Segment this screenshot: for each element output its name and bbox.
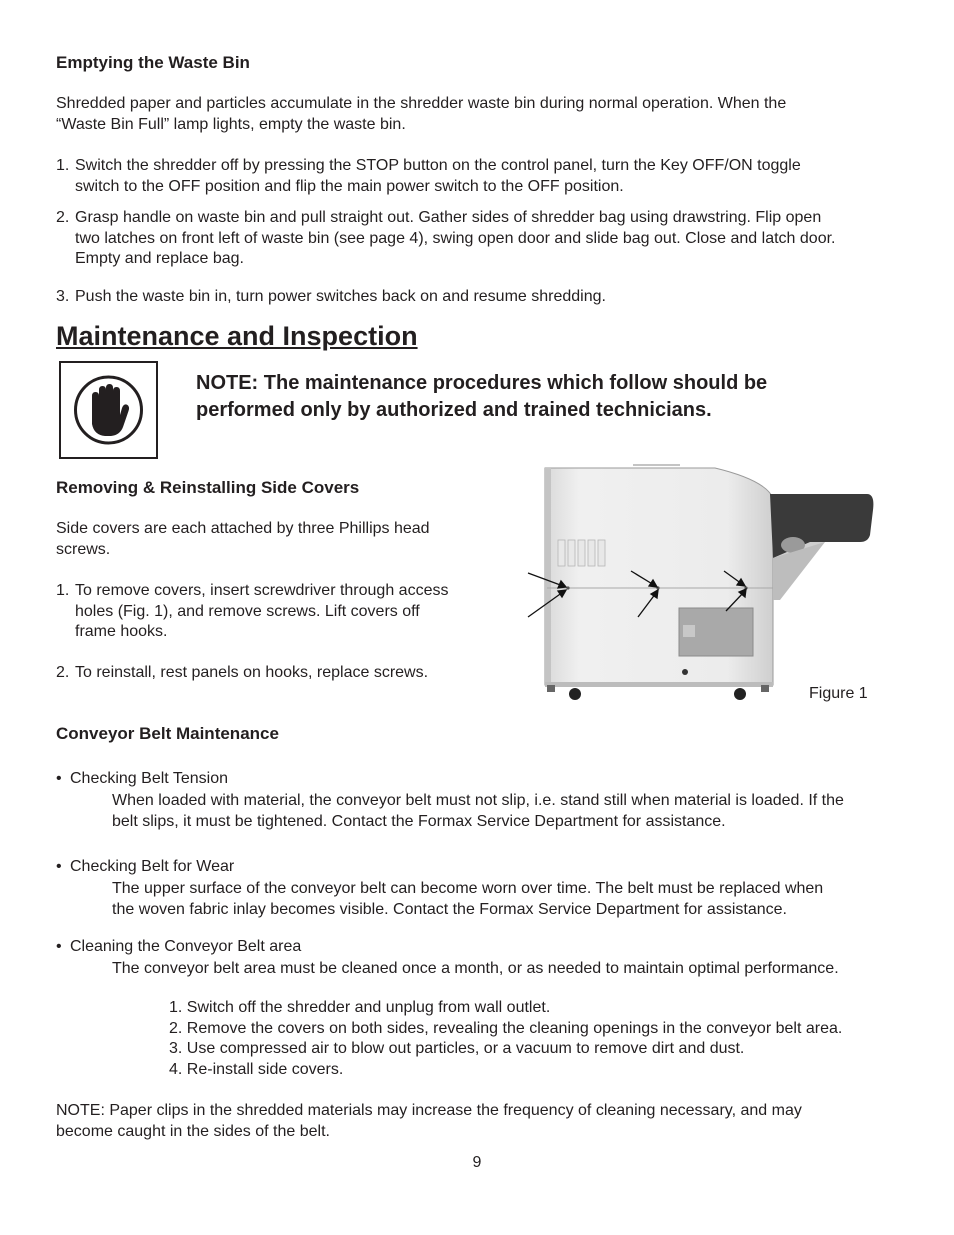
- waste-bin-intro-line: “Waste Bin Full” lamp lights, empty the waste bin.: [56, 115, 406, 133]
- hand-icon-box: [59, 361, 158, 459]
- figure-label: Figure 1: [809, 685, 868, 702]
- conveyor-note-line: NOTE: Paper clips in the shredded materials may increase the frequency of cleaning necessary, and may: [56, 1102, 802, 1119]
- side-covers-intro-line: screws.: [56, 540, 111, 558]
- side-covers-intro-line: Side covers are each attached by three Phillips head: [56, 520, 430, 537]
- conveyor-item-line: belt slips, it must be tightened. Contact the Formax Service Department for assistance.: [112, 812, 726, 830]
- step-line: Empty and replace bag.: [75, 250, 244, 267]
- conveyor-item-line: The conveyor belt area must be cleaned once a month, or as needed to maintain optimal performance.: [112, 959, 839, 977]
- bullet: •: [56, 858, 62, 875]
- waste-bin-step: [56, 208, 936, 270]
- step-line: two latches on front left of waste bin (see page 4), swing open door and slide bag out. Close and latch door.: [75, 229, 836, 247]
- cleaning-step: 2. Remove the covers on both sides, revealing the cleaning openings in the conveyor belt area.: [169, 1019, 843, 1037]
- waste-bin-step: [56, 287, 926, 308]
- waste-bin-step: [56, 156, 926, 197]
- cleaning-step: 3. Use compressed air to blow out particles, or a vacuum to remove dirt and dust.: [169, 1040, 745, 1058]
- step-number: 1.: [56, 157, 70, 174]
- step-number: 2.: [56, 664, 70, 681]
- page-number: 9: [472, 1154, 482, 1171]
- side-covers-steps: [56, 663, 496, 684]
- note-line: NOTE: The maintenance procedures which follow should be: [196, 372, 768, 394]
- conveyor-item-title: Cleaning the Conveyor Belt area: [70, 938, 302, 955]
- step-line: To remove covers, insert screwdriver through access: [75, 582, 449, 599]
- cleaning-step: 1. Switch off the shredder and unplug from wall outlet.: [169, 999, 551, 1016]
- step-number: 3.: [56, 288, 70, 305]
- bullet: •: [56, 770, 62, 787]
- step-number: 2.: [56, 209, 70, 226]
- step-number: 1.: [56, 582, 70, 599]
- maintenance-heading: Maintenance and Inspection: [56, 321, 418, 351]
- conveyor-note-line: become caught in the sides of the belt.: [56, 1122, 330, 1140]
- waste-bin-heading: Emptying the Waste Bin: [56, 53, 250, 72]
- conveyor-item: [56, 937, 916, 979]
- side-covers-steps: [56, 581, 496, 643]
- step-line: Push the waste bin in, turn power switches back on and resume shredding.: [75, 288, 606, 305]
- waste-bin-steps: [56, 287, 926, 308]
- side-covers-step: [56, 581, 496, 643]
- shredder-figure: [525, 460, 880, 710]
- step-line: frame hooks.: [75, 623, 168, 640]
- conveyor-item: [56, 857, 916, 920]
- waste-bin-intro: [56, 94, 916, 135]
- side-covers-heading: Removing & Reinstalling Side Covers: [56, 478, 360, 497]
- conveyor-item-line: the woven fabric inlay becomes visible. Contact the Formax Service Department for assistance.: [112, 900, 787, 918]
- side-covers-step: [56, 663, 496, 684]
- conveyor-item-line: When loaded with material, the conveyor belt must not slip, i.e. stand still when material is loaded. If the: [112, 791, 844, 809]
- conveyor-item-title: Checking Belt for Wear: [70, 858, 235, 875]
- step-line: Switch the shredder off by pressing the STOP button on the control panel, turn the Key OFF/ON toggle: [75, 157, 801, 174]
- waste-bin-intro-line: Shredded paper and particles accumulate in the shredder waste bin during normal operation. When the: [56, 95, 787, 112]
- waste-bin-steps: [56, 156, 926, 197]
- conveyor-note: [56, 1101, 926, 1142]
- conveyor-item: [56, 769, 916, 832]
- step-line: Grasp handle on waste bin and pull straight out. Gather sides of shredder bag using drawstring. Flip open: [75, 209, 822, 226]
- conveyor-item-title: Checking Belt Tension: [70, 770, 229, 787]
- step-line: switch to the OFF position and flip the main power switch to the OFF position.: [75, 177, 624, 195]
- conveyor-item-line: The upper surface of the conveyor belt can become worn over time. The belt must be replaced when: [112, 879, 824, 897]
- bullet: •: [56, 938, 62, 955]
- step-line: holes (Fig. 1), and remove screws. Lift covers off: [75, 602, 420, 620]
- step-line: To reinstall, rest panels on hooks, replace screws.: [75, 664, 429, 681]
- side-covers-intro: [56, 519, 496, 560]
- cleaning-steps: [169, 998, 909, 1080]
- cleaning-step: 4. Re-install side covers.: [169, 1060, 344, 1078]
- waste-bin-steps: [56, 208, 936, 270]
- stop-hand-icon: [61, 363, 156, 457]
- note-line: performed only by authorized and trained technicians.: [196, 399, 712, 421]
- maintenance-note: [196, 370, 876, 424]
- conveyor-heading: Conveyor Belt Maintenance: [56, 724, 279, 743]
